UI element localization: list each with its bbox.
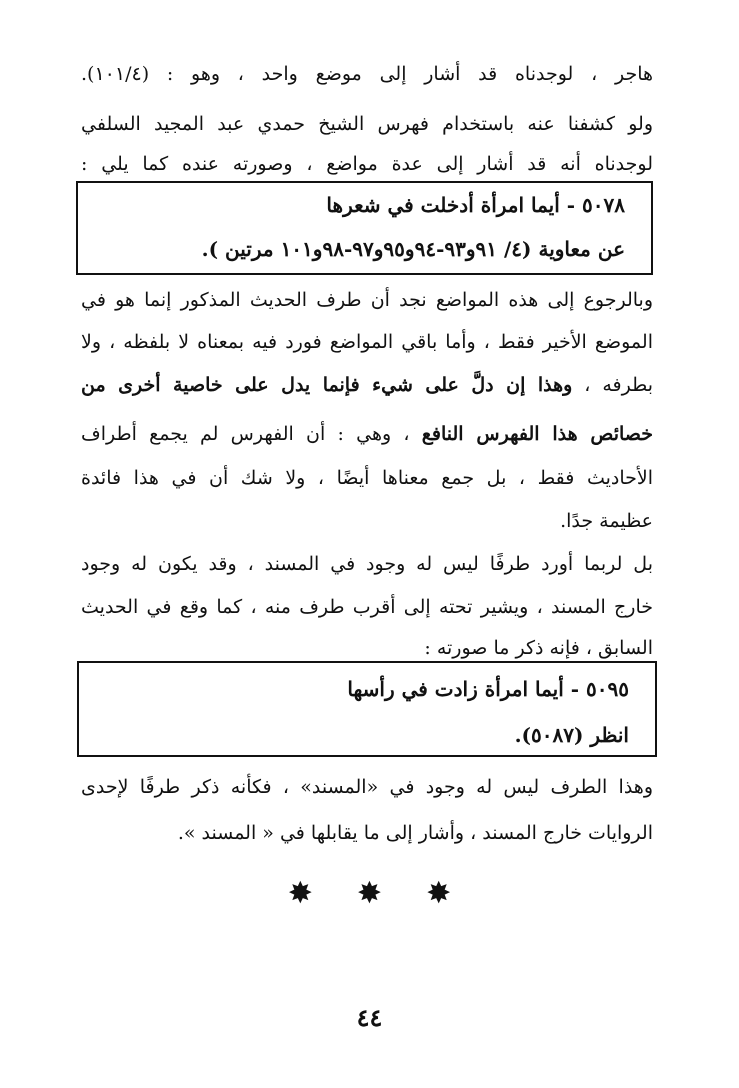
text-line: الموضع الأخير فقط ، وأما باقي المواضع فورد فيه بمعناه لا بلفظه ، ولا [81, 331, 653, 353]
text-line: عظيمة جدًا. [560, 510, 653, 532]
star-ornament-icon: ✸ [356, 876, 383, 911]
text-line: السابق ، فإنه ذكر ما صورته : [424, 637, 653, 659]
text-line: الروايات خارج المسند ، وأشار إلى ما يقابلها في « المسند ». [177, 822, 653, 844]
text-line: وبالرجوع إلى هذه المواضع نجد أن طرف الحديث المذكور إنما هو في [81, 289, 653, 311]
index-entry-box-2 [77, 661, 657, 757]
text-run: بطرفه ، [572, 374, 653, 396]
star-ornament-icon: ✸ [287, 876, 313, 911]
text-line: خارج المسند ، ويشير تحته إلى أقرب طرف منه ، كما وقع في الحديث [81, 596, 653, 618]
index-entry-reference: عن معاوية (٤/ ٩١و٩٣-٩٤و٩٥و٩٧-٩٨و١٠١ مرتين ). [201, 237, 625, 261]
text-line: الأحاديث فقط ، بل جمع معناها أيضًا ، ولا شك أن في هذا فائدة [81, 467, 653, 489]
text-line: لوجدناه أنه قد أشار إلى عدة مواضع ، وصورته عنده كما يلي : [81, 153, 653, 175]
emphasized-text: خصائص هذا الفهرس النافع [421, 423, 653, 445]
text-line [81, 370, 653, 400]
star-ornament-icon: ✸ [426, 876, 452, 911]
text-line: بل لربما أورد طرفًا ليس له وجود في المسند ، وقد يكون له وجود [81, 553, 653, 575]
text-line: وهذا الطرف ليس له وجود في «المسند» ، فكأنه ذكر طرفًا لإحدى [81, 776, 653, 798]
text-line [81, 419, 653, 449]
index-entry-reference: انظر (٥٠٨٧). [514, 723, 629, 747]
index-entry-title: ٥٠٧٨ - أيما امرأة أدخلت في شعرها [326, 193, 625, 217]
emphasized-text: وهذا إن دلَّ على شيء فإنما يدل على خاصية أخرى من [81, 374, 573, 396]
page-number: ٤٤ [356, 1003, 383, 1032]
section-divider [0, 876, 739, 912]
text-line: هاجر ، لوجدناه قد أشار إلى موضع واحد ، وهو : (١٠١/٤). [81, 63, 653, 85]
index-entry-title: ٥٠٩٥ - أيما امرأة زادت في رأسها [347, 677, 629, 701]
index-entry-box-1 [76, 181, 653, 275]
text-run: ، وهي : أن الفهرس لم يجمع أطراف [81, 423, 422, 445]
text-line: ولو كشفنا عنه باستخدام فهرس الشيخ حمدي عبد المجيد السلفي [81, 113, 653, 135]
